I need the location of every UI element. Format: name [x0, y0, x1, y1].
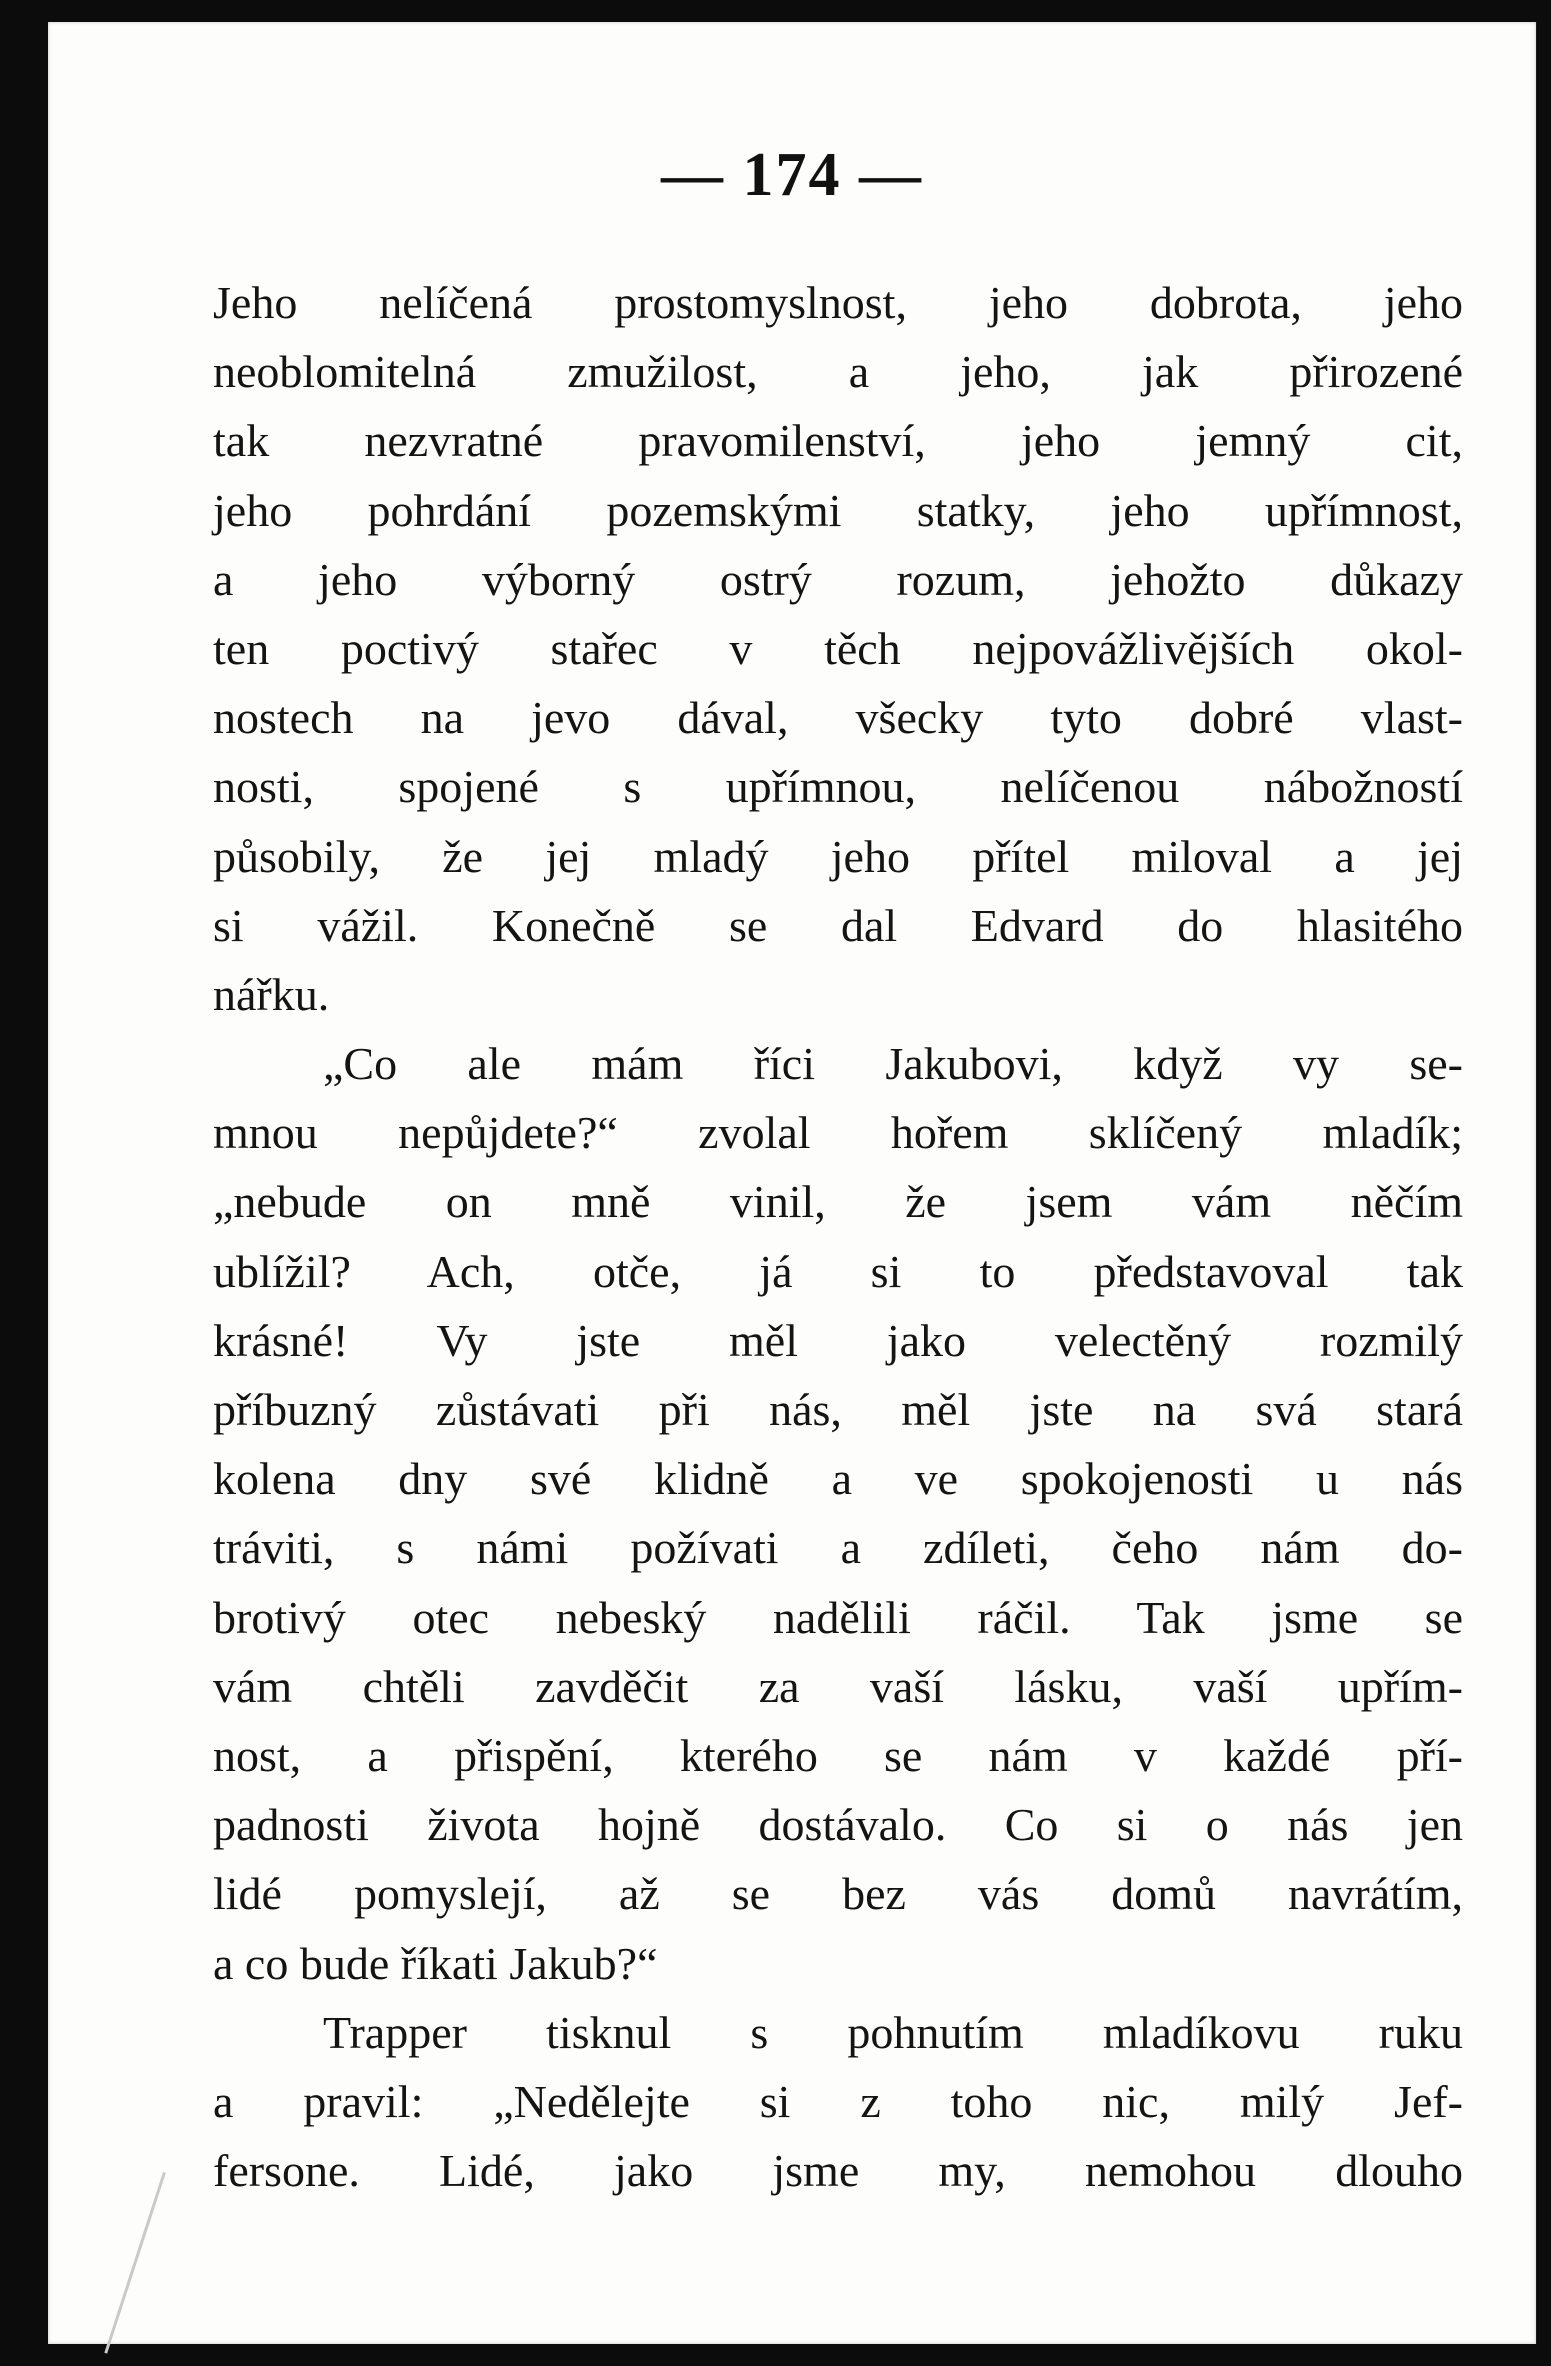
scan-border-top — [0, 0, 1551, 22]
text-line: „nebude on mně vinil, že jsem vám něčím — [213, 1176, 1463, 1228]
scan-border-right — [1537, 0, 1551, 2366]
text-line: jeho pohrdání pozemskými statky, jeho upřímnost, — [213, 484, 1463, 536]
page-number: — 174 — — [661, 141, 923, 209]
text-line: lidé pomyslejí, až se bez vás domů navrátím, — [213, 1868, 1463, 1920]
scan-border-left — [0, 0, 48, 2366]
text-line: fersone. Lidé, jako jsme my, nemohou dlouho — [213, 2145, 1463, 2197]
text-line: padnosti života hojně dostávalo. Co si o nás jen — [213, 1799, 1463, 1851]
text-line: mnou nepůjdete?“ zvolal hořem sklíčený mladík; — [213, 1107, 1463, 1159]
text-line: neoblomitelná zmužilost, a jeho, jak přirozené — [213, 346, 1463, 398]
text-line: nosti, spojené s upřímnou, nelíčenou nábožností — [213, 761, 1463, 813]
text-line: a pravil: „Nedělejte si z toho nic, milý Jef- — [213, 2075, 1463, 2127]
text-line: nářku. — [213, 968, 330, 1020]
text-line: Jeho nelíčená prostomyslnost, jeho dobrota, jeho — [213, 277, 1463, 328]
text-line: kolena dny své klidně a ve spokojenosti u nás — [213, 1453, 1463, 1505]
text-line: nost, a přispění, kterého se nám v každé pří- — [213, 1729, 1463, 1781]
body-text — [213, 268, 1463, 2205]
text-line: a co bude říkati Jakub?“ — [213, 1937, 658, 1989]
scan-border-bottom — [0, 2344, 1551, 2366]
text-line: a jeho výborný ostrý rozum, jehožto důkazy — [213, 553, 1463, 605]
text-line: vám chtěli zavděčit za vaší lásku, vaší upřím- — [213, 1660, 1463, 1712]
text-line: ten poctivý stařec v těch nejpovážlivějších okol- — [213, 622, 1463, 674]
text-line: nostech na jevo dával, všecky tyto dobré vlast- — [213, 692, 1463, 744]
text-line: Trapper tisknul s pohnutím mladíkovu ruku — [323, 2006, 1463, 2058]
text-line: působily, že jej mladý jeho přítel miloval a jej — [213, 830, 1463, 882]
text-line: příbuzný zůstávati při nás, měl jste na svá stará — [213, 1384, 1463, 1435]
text-line: „Co ale mám říci Jakubovi, když vy se- — [323, 1038, 1463, 1090]
text-line: krásné! Vy jste měl jako velectěný rozmilý — [213, 1314, 1463, 1366]
paper-scratch-mark — [104, 2172, 166, 2354]
text-line: si vážil. Konečně se dal Edvard do hlasitého — [213, 899, 1463, 951]
book-page — [48, 22, 1536, 2344]
text-line: ublížil? Ach, otče, já si to představoval tak — [213, 1245, 1463, 1297]
text-line: tráviti, s námi požívati a zdíleti, čeho nám do- — [213, 1522, 1463, 1574]
text-line: tak nezvratné pravomilenství, jeho jemný cit, — [213, 415, 1463, 467]
text-line: brotivý otec nebeský nadělili ráčil. Tak jsme se — [213, 1591, 1463, 1643]
